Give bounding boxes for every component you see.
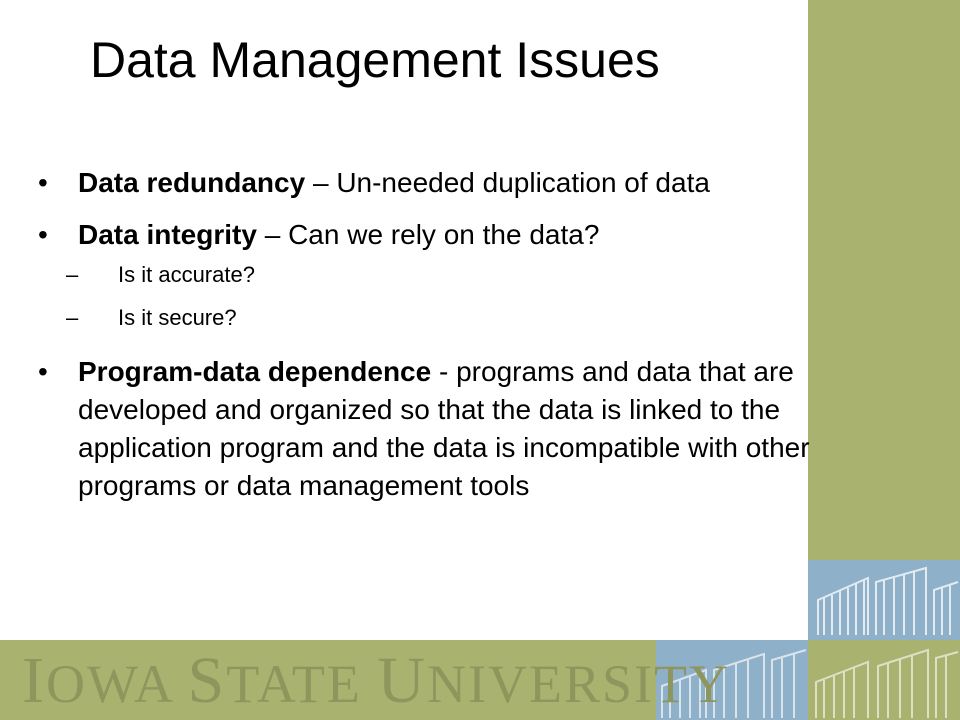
dash-icon: – <box>66 262 79 287</box>
bullet-item: • Program-data dependence - programs and data that are developed and organized so that the data is linked to the application program and the data is incompatible with other programs or data management tools <box>38 353 828 505</box>
sub-bullet-text: Is it secure? <box>118 305 237 330</box>
bullet-icon: • <box>38 356 48 387</box>
building-tile <box>808 640 960 720</box>
university-footer <box>0 640 731 720</box>
bullet-term: Program-data dependence <box>78 356 432 387</box>
sub-bullet-text: Is it accurate? <box>118 262 255 287</box>
bullet-text: Un-needed duplication of data <box>336 167 710 198</box>
sub-bullet-item <box>38 262 828 288</box>
bullet-item: • Data integrity – Can we rely on the data? <box>38 216 828 254</box>
bullet-term: Data integrity <box>78 219 257 250</box>
bullet-item: • Data redundancy – Un-needed duplication of data <box>38 164 828 202</box>
building-icon <box>808 560 960 640</box>
bullet-text: programs and data that are developed and organized so that the data is linked to the application program and the data is incompatible with other programs or data management tools <box>78 356 810 501</box>
bullet-text: Can we rely on the data? <box>288 219 600 250</box>
sub-bullet-item <box>38 305 828 331</box>
building-icon <box>808 640 960 720</box>
bullet-icon: • <box>38 167 48 198</box>
building-tile <box>808 560 960 640</box>
bullet-icon: • <box>38 219 48 250</box>
sidebar-decoration <box>808 0 960 560</box>
bullet-term: Data redundancy <box>78 167 306 198</box>
bullet-list <box>38 164 828 505</box>
dash-icon: – <box>66 305 79 330</box>
slide-title: Data Management Issues <box>90 32 660 88</box>
university-logo-text: IOWA STATE UNIVERSITY <box>22 644 731 717</box>
